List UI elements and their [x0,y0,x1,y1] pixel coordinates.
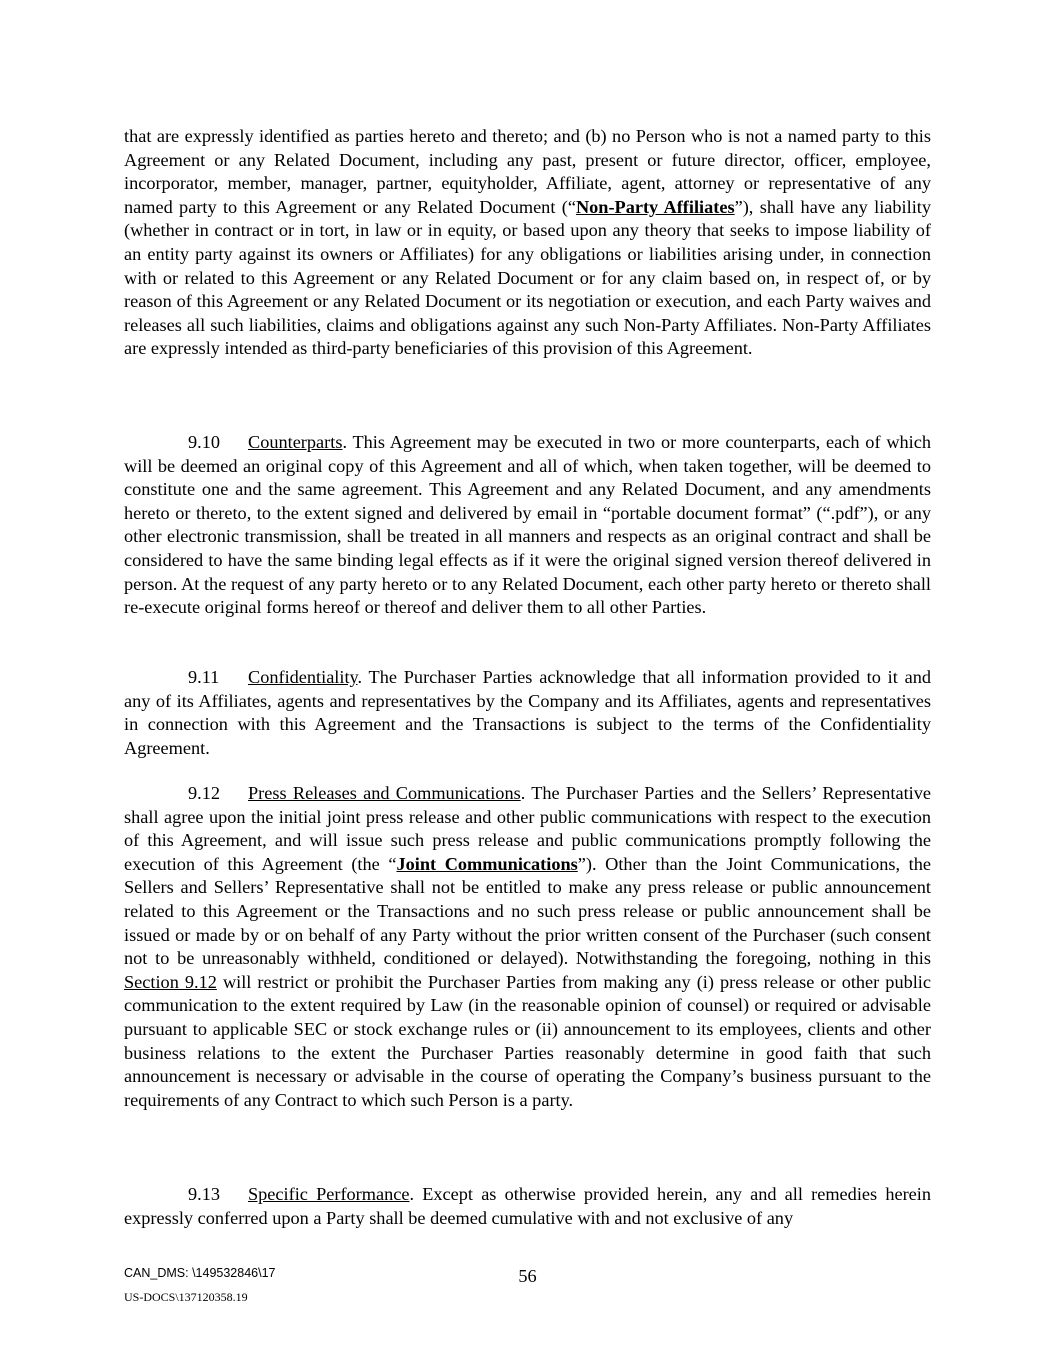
defined-term: Joint Communications [396,853,578,874]
section-9-12 [124,782,931,1112]
section-number: 9.13 [188,1184,220,1204]
section-body: . The Purchaser Parties and the Sellers’ Representative shall agree upon the initial joint press release and other public communications with respect to the execution of this Agreement, and will issue such press release and public communications promptly following the execution of this Agreement (the “ [124,783,931,874]
section-9-11 [124,666,931,760]
section-body: will restrict or prohibit the Purchaser Parties from making any (i) press release or other public communication to the extent required by Law (in the reasonable opinion of counsel) or required or advisable pursuant to applicable SEC or stock exchange rules or (ii) announcement to its employees, clients and other business relations to the extent the Purchaser Parties reasonably determine in good faith that such announcement is necessary or advisable in the course of operating the Company’s business pursuant to the requirements of any Contract to which such Person is a party. [124,971,932,1110]
section-heading: Counterparts [248,432,343,452]
section-number: 9.12 [188,783,220,803]
section-heading: Press Releases and Communications [248,783,521,803]
section-reference: Section 9.12 [124,971,217,992]
defined-term: Non-Party Affiliates [575,196,735,217]
paragraph-text: that are expressly identified as parties hereto and thereto; and (b) no Person who is not a named party to this Agreement or any Related Document, including any past, present or future director, officer, employee, incorporator, member, manager, partner, equityholder, Affiliate, agent, attorney or representative of any named party to this Agreement or any Related Document (“ [124,126,931,217]
footer-doc-code: US-DOCS\137120358.19 [124,1290,248,1304]
section-body: . This Agreement may be executed in two or more counterparts, each of which will be deemed an original copy of this Agreement and all of which, when taken together, will be deemed to constitute one and the same agreement. This Agreement and any Related Document, and any amendments hereto or thereto, to the extent signed and delivered by email in “portable document format” (“.pdf”), or any other electronic transmission, shall be treated in all manners and respects as an original contract and shall be considered to have the same binding legal effects as if it were the original signed version thereof delivered in person. At the request of any party hereto or to any Related Document, each other party hereto or thereto shall re-execute original forms hereof or thereof and deliver them to all other Parties. [124,432,931,618]
section-heading: Confidentiality [248,667,358,687]
page-number: 56 [518,1266,537,1286]
section-9-10 [124,431,931,620]
paragraph-text: ”), shall have any liability (whether in contract or in tort, in law or in equity, or based upon any theory that seeks to impose liability of an entity party against its owners or Affiliates) for any obligations or liabilities arising under, in connection with or related to this Agreement or any Related Document or for any claim based on, in respect of, or by reason of this Agreement or any Related Document or its negotiation or execution, and each Party waives and releases all such liabilities, claims and obligations against any such Non-Party Affiliates. Non-Party Affiliates are expressly intended as third-party beneficiaries of this provision of this Agreement. [124,196,931,359]
section-heading: Specific Performance [248,1184,410,1204]
section-body: ”). Other than the Joint Communications, the Sellers and Sellers’ Representative shall not be entitled to make any press release or public announcement related to this Agreement or the Transactions and no such press release or public announcement shall be issued or made by or on behalf of any Party without the prior written consent of the Purchaser (such consent not to be unreasonably withheld, conditioned or delayed). Notwithstanding the foregoing, nothing in this [124,853,931,969]
section-body: . Except as otherwise provided herein, any and all remedies herein expressly conferred upon a Party shall be deemed cumulative with and not exclusive of any [124,1184,931,1228]
footer-dms-code: CAN_DMS: \149532846\17 [124,1266,276,1280]
section-number: 9.11 [188,667,220,687]
paragraph-non-party-affiliates [124,125,931,361]
section-body: . The Purchaser Parties acknowledge that all information provided to it and any of its Affiliates, agents and representatives by the Company and its Affiliates, agents and representatives in connection with this Agreement and the Transactions is subject to the terms of the Confidentiality Agreement. [124,667,931,758]
section-number: 9.10 [188,432,220,452]
section-9-13 [124,1183,931,1230]
